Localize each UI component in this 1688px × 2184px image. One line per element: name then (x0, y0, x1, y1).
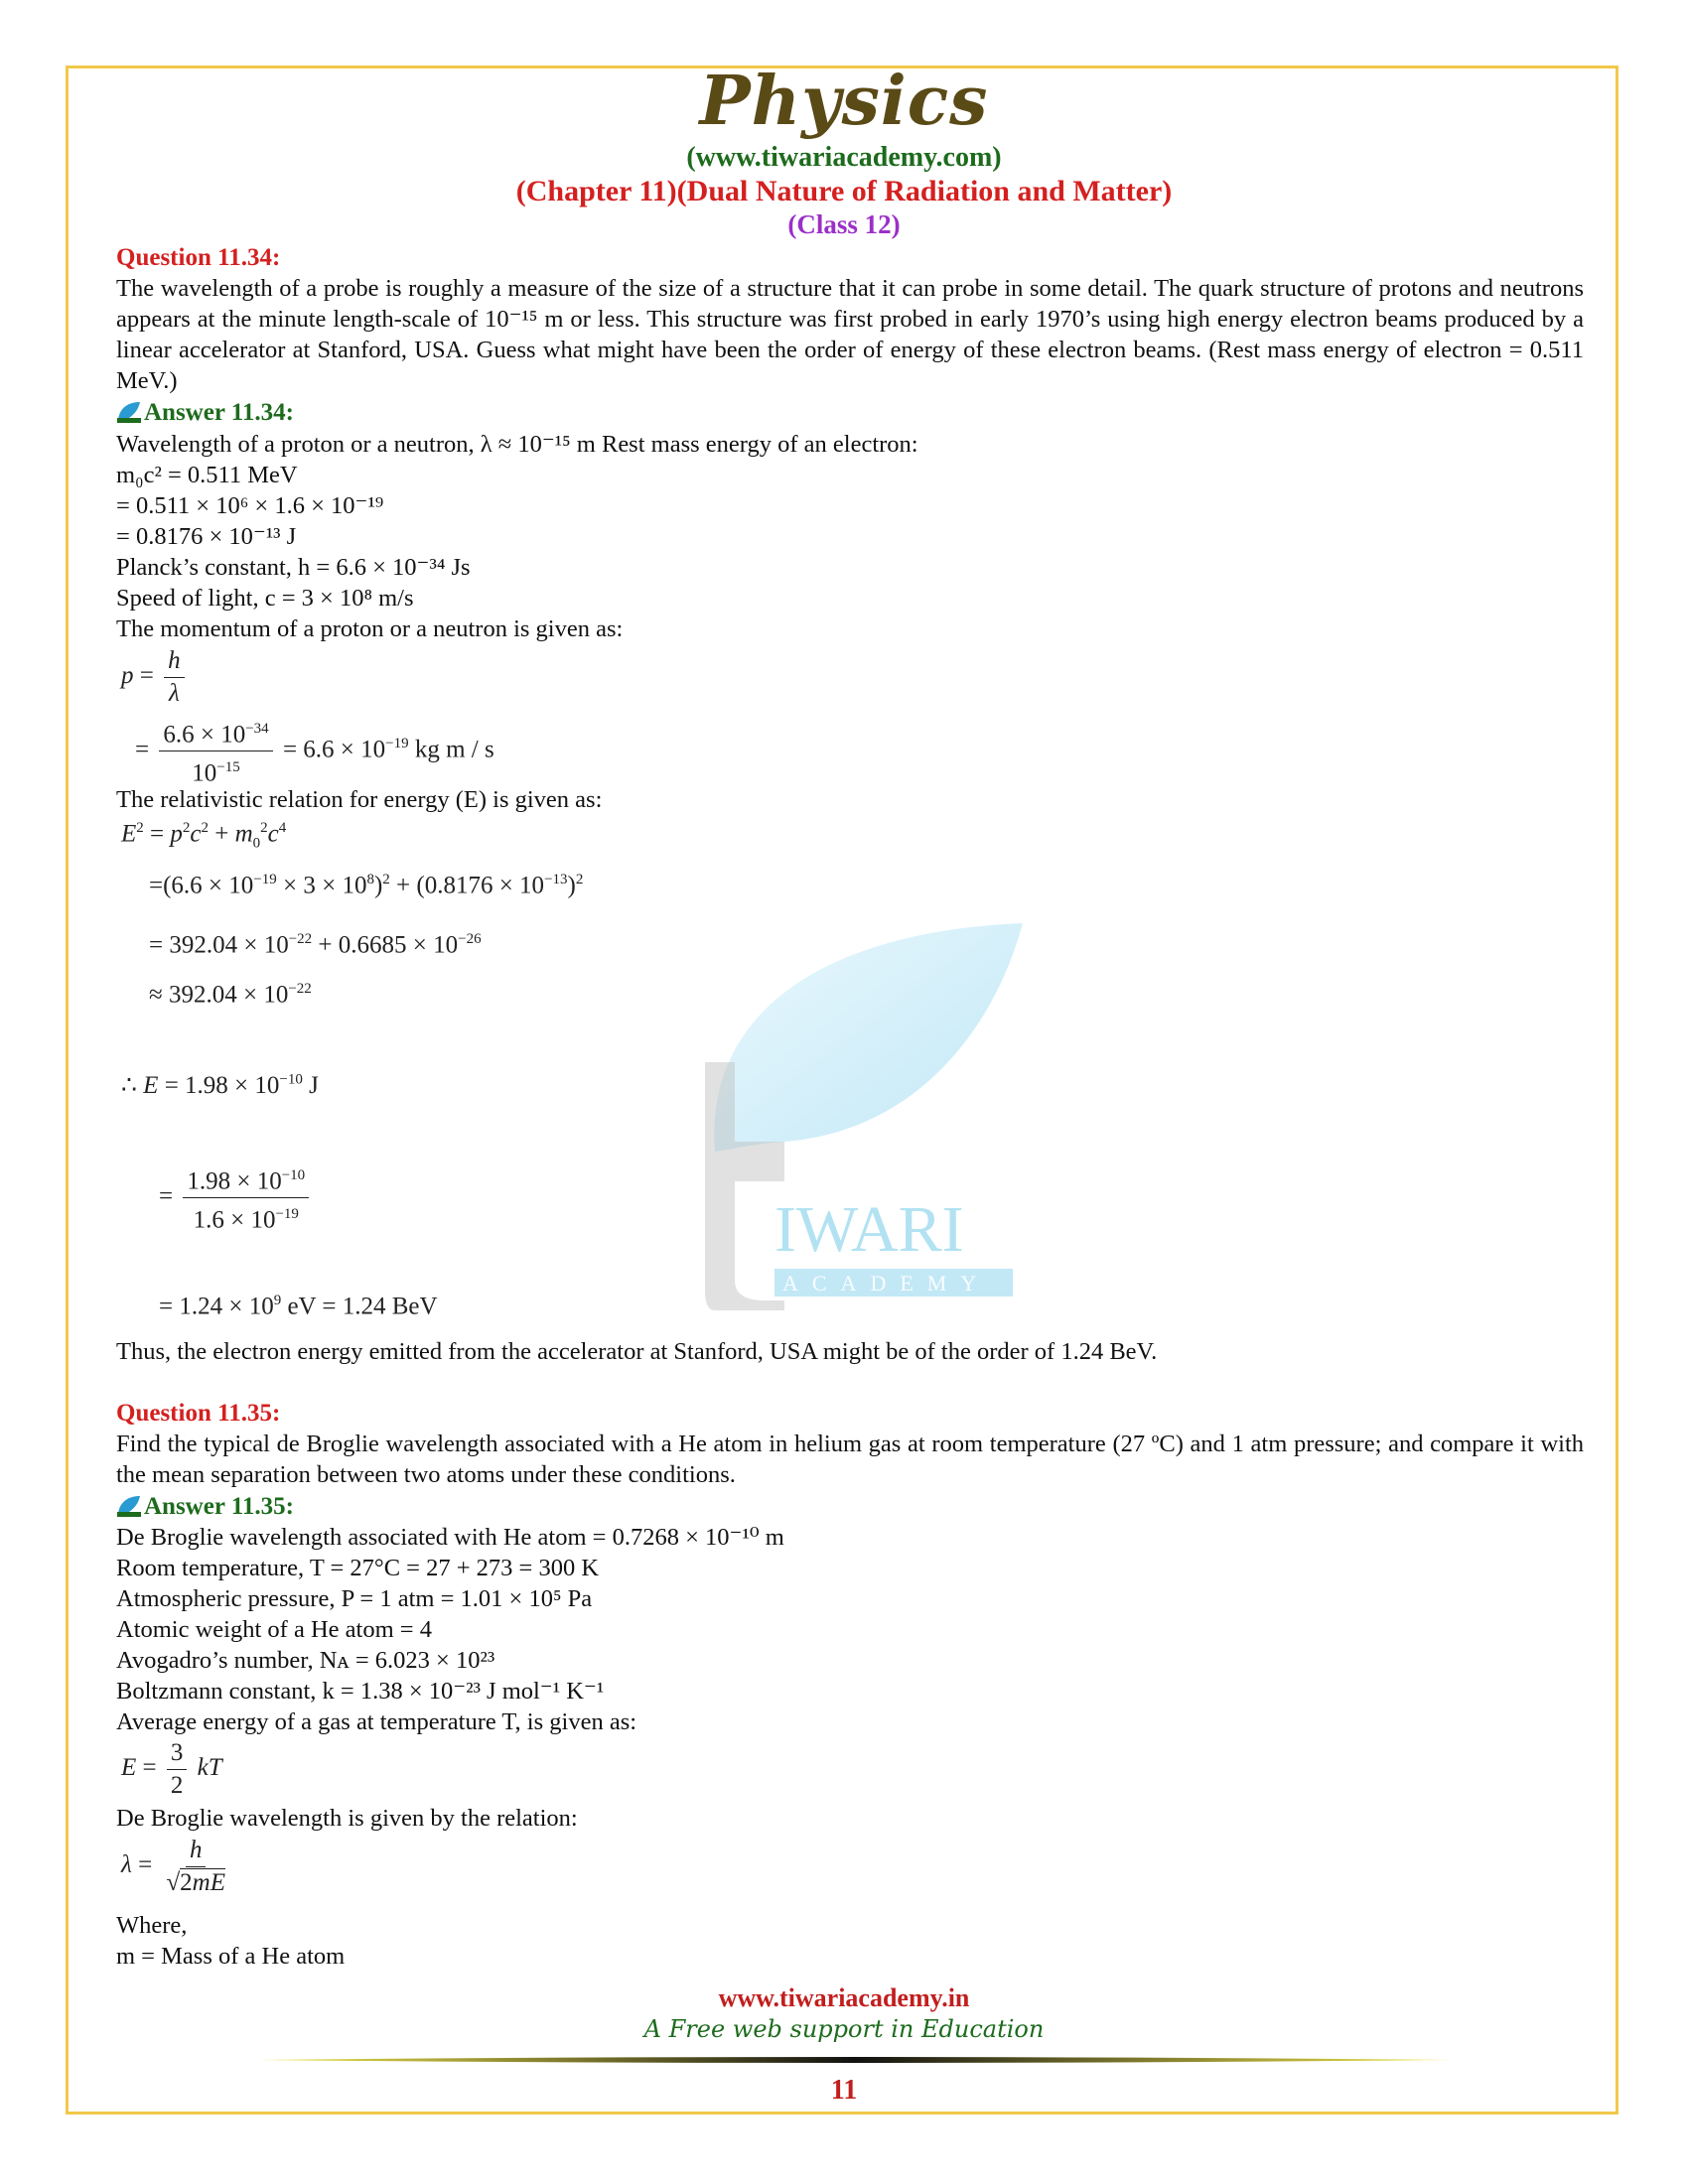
equation-momentum-value: = $\frac{6.6 \times 10^{-34}}{10^{-15}}$ = $6.6 \times 10^{-19}$ kg m / s (135, 715, 494, 788)
where-label: Where, (116, 1912, 188, 1939)
footer-divider (258, 2056, 1450, 2064)
answer-35-line: De Broglie wavelength associated with He atom = 0.7268 × 10⁻¹⁰ m (116, 1524, 784, 1551)
answer-34-conclusion: Thus, the electron energy emitted from the accelerator at Stanford, USA might be of the order of 1.24 BeV. (116, 1338, 1158, 1365)
footer-tagline: A Free web support in Education (643, 2015, 1045, 2043)
chapter-heading: (Chapter 11)(Dual Nature of Radiation and Matter) (515, 175, 1173, 207)
relativistic-intro: The relativistic relation for energy (E) is given as: (116, 786, 603, 813)
tiwari-academy-watermark (675, 913, 1033, 1310)
answer-35-heading (116, 1491, 294, 1522)
watermark-subword: ACADEMY (782, 1271, 991, 1296)
answer-34-line: Speed of light, c = 3 × 10⁸ m/s (116, 585, 414, 612)
answer-34-line: = 0.8176 × 10⁻¹³ J (116, 523, 297, 550)
answer-34-line: m₀c² = 0.511 MeV (116, 462, 298, 488)
answer-34-line: The momentum of a proton or a neutron is given as: (116, 615, 624, 642)
answer-34-label: Answer 11.34: (144, 399, 294, 426)
page-title: Physics (699, 62, 989, 141)
answer-34-line: Planck’s constant, h = 6.6 × 10⁻³⁴ Js (116, 554, 471, 581)
equation-energy-joules: ∴ $E = 1.98 \times 10^{-10}$ J (121, 1071, 319, 1099)
equation-average-energy: E = $\frac{3}{2}$ kT (121, 1739, 222, 1799)
answer-leaf-icon (116, 1494, 142, 1518)
equation-energy-bev: = $1.24 \times 10^9$ eV = 1.24 BeV (159, 1293, 438, 1320)
answer-35-line: Boltzmann constant, k = 1.38 × 10⁻²³ J mol⁻¹ K⁻¹ (116, 1678, 605, 1705)
answer-34-line: = 0.511 × 10⁶ × 1.6 × 10⁻¹⁹ (116, 492, 384, 519)
answer-35-line: Atmospheric pressure, P = 1 atm = 1.01 × 10⁵ Pa (116, 1585, 593, 1612)
answer-34-heading (116, 397, 294, 428)
answer-35-label: Answer 11.35: (144, 1493, 294, 1520)
question-35-label: Question 11.35: (116, 1400, 281, 1427)
equation-debroglie: λ = $\frac{h}{√2mE}$ (121, 1837, 225, 1896)
answer-34-line: Wavelength of a proton or a neutron, λ ≈ 10⁻¹⁵ m Rest mass energy of an electron: (116, 431, 918, 458)
answer-leaf-icon (116, 400, 142, 424)
question-34-text: The wavelength of a probe is roughly a measure of the size of a structure that it can probe in some detail. The quark structure of protons and neutrons appears at the minute length-scale of 10⁻¹⁵ m or less. This structure was first probed in early 1970’s using high energy electron beams produced by a linear accelerator at Stanford, USA. Guess what might have been the order of energy of these electron beams. (Rest mass energy of electron = 0.511 MeV.) (116, 275, 1584, 394)
equation-energy-substitution: $=(6.6 \times 10^{-19} \times 3 \times 10^8)^2 + (0.8176 \times 10^{-13})^2$ (149, 872, 584, 899)
equation-energy-sum: = $392.04 \times 10^{-22} + 0.6685 \times 10^{-26}$ (149, 931, 482, 959)
equation-momentum: p = $\frac{h}{\lambda}$ (121, 647, 189, 708)
answer-35-line: Atomic weight of a He atom = 4 (116, 1616, 432, 1643)
answer-35-line: Room temperature, T = 27°C = 27 + 273 = 300 K (116, 1555, 600, 1581)
equation-energy-approx: ≈ $392.04 \times 10^{-22}$ (149, 981, 312, 1009)
answer-35-line: Avogadro’s number, Nᴀ = 6.023 × 10²³ (116, 1647, 495, 1674)
question-34-label: Question 11.34: (116, 244, 281, 271)
page-number: 11 (830, 2075, 858, 2106)
website-link[interactable]: (www.tiwariacademy.com) (686, 142, 1002, 173)
mass-definition: m = Mass of a He atom (116, 1943, 346, 1970)
leaf-shape (714, 923, 1023, 1152)
answer-35-line: Average energy of a gas at temperature T, is given as: (116, 1708, 637, 1735)
footer-website-link[interactable]: www.tiwariacademy.in (718, 1983, 970, 2012)
question-35-text: Find the typical de Broglie wavelength associated with a He atom in helium gas at room temperature (27 ºC) and 1 atm pressure; and compare it with the mean separation between two atoms under these conditions. (116, 1431, 1584, 1488)
equation-energy-ev-fraction: = $\frac{1.98 \times 10^{-10}}{1.6 \times 10^{-19}}$ (159, 1161, 313, 1235)
debroglie-intro: De Broglie wavelength is given by the relation: (116, 1805, 578, 1832)
watermark-word: IWARI (774, 1193, 964, 1266)
class-label: (Class 12) (787, 209, 901, 239)
equation-energy-relation: $E^2 = p^2c^2 + m_0^2c^4$ (121, 820, 287, 852)
